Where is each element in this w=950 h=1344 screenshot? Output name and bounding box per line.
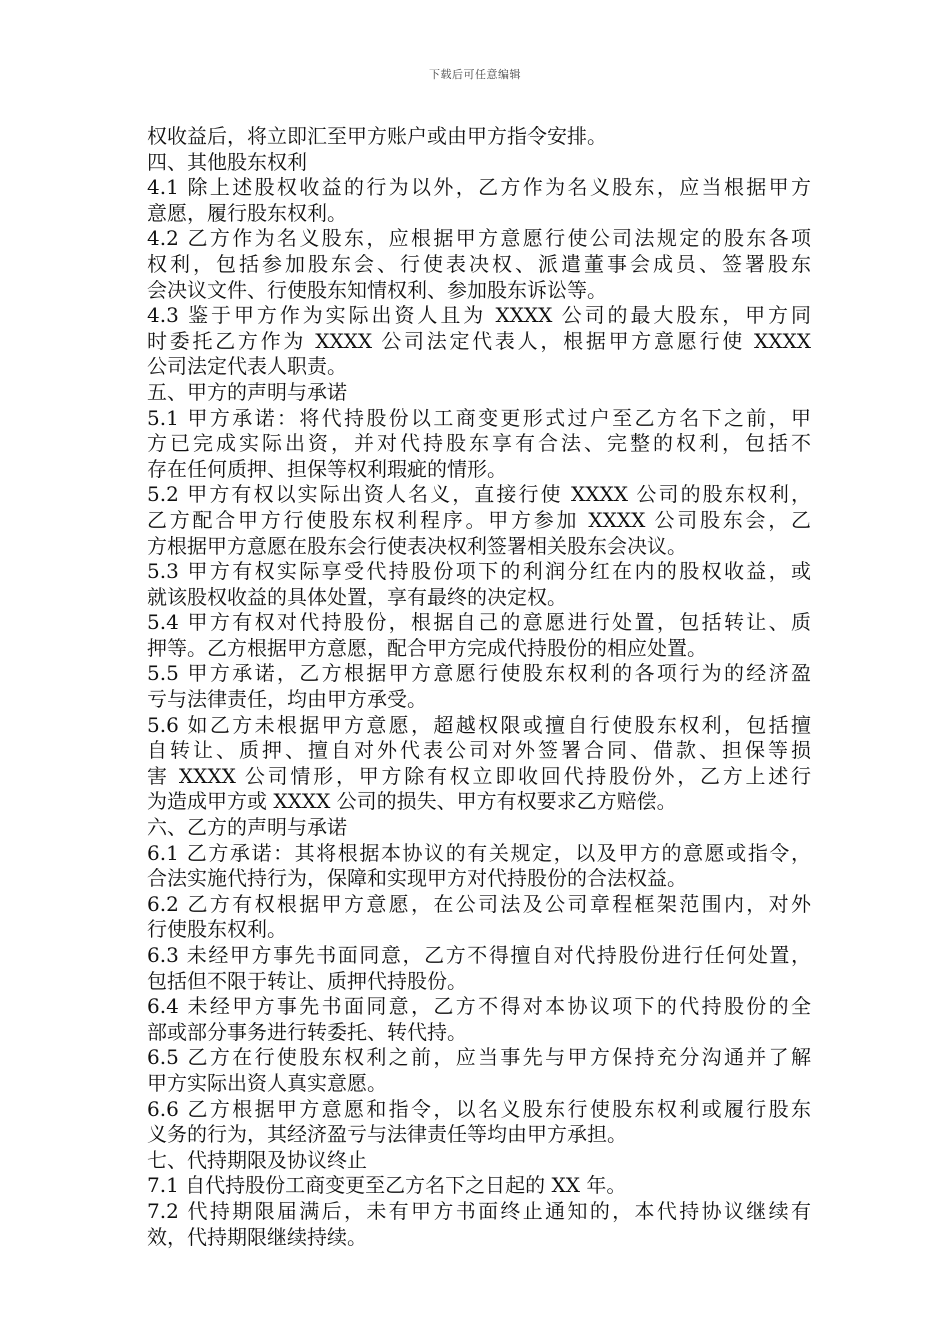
text-line: 7.1 自代持股份工商变更至乙方名下之日起的 XX 年。 bbox=[147, 1173, 627, 1198]
text-line: 存在任何质押、担保等权利瑕疵的情形。 bbox=[147, 456, 507, 481]
text-line: 5.4 甲方有权对代持股份，根据自己的意愿进行处置，包括转让、质 bbox=[147, 610, 811, 635]
text-line: 甲方实际出资人真实意愿。 bbox=[147, 1070, 387, 1095]
document-body bbox=[147, 124, 811, 1250]
text-line: 方根据甲方意愿在股东会行使表决权利签署相关股东会决议。 bbox=[147, 533, 687, 558]
text-line: 5.5 甲方承诺，乙方根据甲方意愿行使股东权利的各项行为的经济盈 bbox=[147, 661, 811, 686]
page-header: 下载后可任意编辑 bbox=[429, 68, 521, 81]
text-line: 七、代持期限及协议终止 bbox=[147, 1147, 367, 1172]
text-line: 5.3 甲方有权实际享受代持股份项下的利润分红在内的股权收益，或 bbox=[147, 559, 811, 584]
text-line: 四、其他股东权利 bbox=[147, 149, 307, 174]
text-line: 乙方配合甲方行使股东权利程序。甲方参加 XXXX 公司股东会，乙 bbox=[147, 507, 811, 532]
text-line: 为造成甲方或 XXXX 公司的损失、甲方有权要求乙方赔偿。 bbox=[147, 789, 677, 814]
text-line: 合法实施代持行为，保障和实现甲方对代持股份的合法权益。 bbox=[147, 866, 687, 891]
text-line: 5.6 如乙方未根据甲方意愿，超越权限或擅自行使股东权利，包括擅 bbox=[147, 712, 811, 737]
text-line: 权收益后，将立即汇至甲方账户或由甲方指令安排。 bbox=[147, 124, 607, 148]
text-line: 6.6 乙方根据甲方意愿和指令，以名义股东行使股东权利或履行股东 bbox=[147, 1096, 811, 1121]
text-line: 义务的行为，其经济盈亏与法律责任等均由甲方承担。 bbox=[147, 1122, 627, 1147]
text-line: 7.2 代持期限届满后，未有甲方书面终止通知的，本代持协议继续有 bbox=[147, 1198, 811, 1223]
text-line: 押等。乙方根据甲方意愿，配合甲方完成代持股份的相应处置。 bbox=[147, 635, 707, 660]
text-line: 会决议文件、行使股东知情权利、参加股东诉讼等。 bbox=[147, 277, 607, 302]
text-line: 6.4 未经甲方事先书面同意，乙方不得对本协议项下的代持股份的全 bbox=[147, 994, 811, 1019]
text-line: 公司法定代表人职责。 bbox=[147, 354, 347, 379]
text-line: 4.1 除上述股权收益的行为以外，乙方作为名义股东，应当根据甲方 bbox=[147, 175, 811, 200]
text-line: 方已完成实际出资，并对代持股东享有合法、完整的权利，包括不 bbox=[147, 431, 811, 456]
text-line: 包括但不限于转让、质押代持股份。 bbox=[147, 968, 467, 993]
text-line: 4.3 鉴于甲方作为实际出资人且为 XXXX 公司的最大股东，甲方同 bbox=[147, 303, 811, 328]
text-line: 时委托乙方作为 XXXX 公司法定代表人，根据甲方意愿行使 XXXX bbox=[147, 328, 811, 353]
text-line: 6.2 乙方有权根据甲方意愿，在公司法及公司章程框架范围内，对外 bbox=[147, 891, 811, 916]
text-line: 效，代持期限继续持续。 bbox=[147, 1224, 367, 1249]
text-line: 自转让、质押、擅自对外代表公司对外签署合同、借款、担保等损 bbox=[147, 738, 811, 763]
text-line: 六、乙方的声明与承诺 bbox=[147, 815, 347, 840]
text-line: 5.1 甲方承诺：将代持股份以工商变更形式过户至乙方名下之前，甲 bbox=[147, 405, 811, 430]
text-line: 意愿，履行股东权利。 bbox=[147, 200, 347, 225]
text-line: 5.2 甲方有权以实际出资人名义，直接行使 XXXX 公司的股东权利， bbox=[147, 482, 811, 507]
text-line: 6.1 乙方承诺：其将根据本协议的有关规定，以及甲方的意愿或指令， bbox=[147, 840, 811, 865]
text-line: 6.5 乙方在行使股东权利之前，应当事先与甲方保持充分沟通并了解 bbox=[147, 1045, 811, 1070]
text-line: 五、甲方的声明与承诺 bbox=[147, 379, 347, 404]
text-line: 6.3 未经甲方事先书面同意，乙方不得擅自对代持股份进行任何处置， bbox=[147, 943, 811, 967]
text-line: 4.2 乙方作为名义股东，应根据甲方意愿行使公司法规定的股东各项 bbox=[147, 226, 811, 251]
text-line: 亏与法律责任，均由甲方承受。 bbox=[147, 687, 427, 712]
text-line: 害 XXXX 公司情形，甲方除有权立即收回代持股份外，乙方上述行 bbox=[147, 763, 811, 788]
text-line: 部或部分事务进行转委托、转代持。 bbox=[147, 1019, 467, 1044]
text-line: 就该股权收益的具体处置，享有最终的决定权。 bbox=[147, 584, 567, 609]
text-line: 行使股东权利。 bbox=[147, 917, 287, 942]
text-line: 权利，包括参加股东会、行使表决权、派遣董事会成员、签署股东 bbox=[147, 251, 811, 276]
